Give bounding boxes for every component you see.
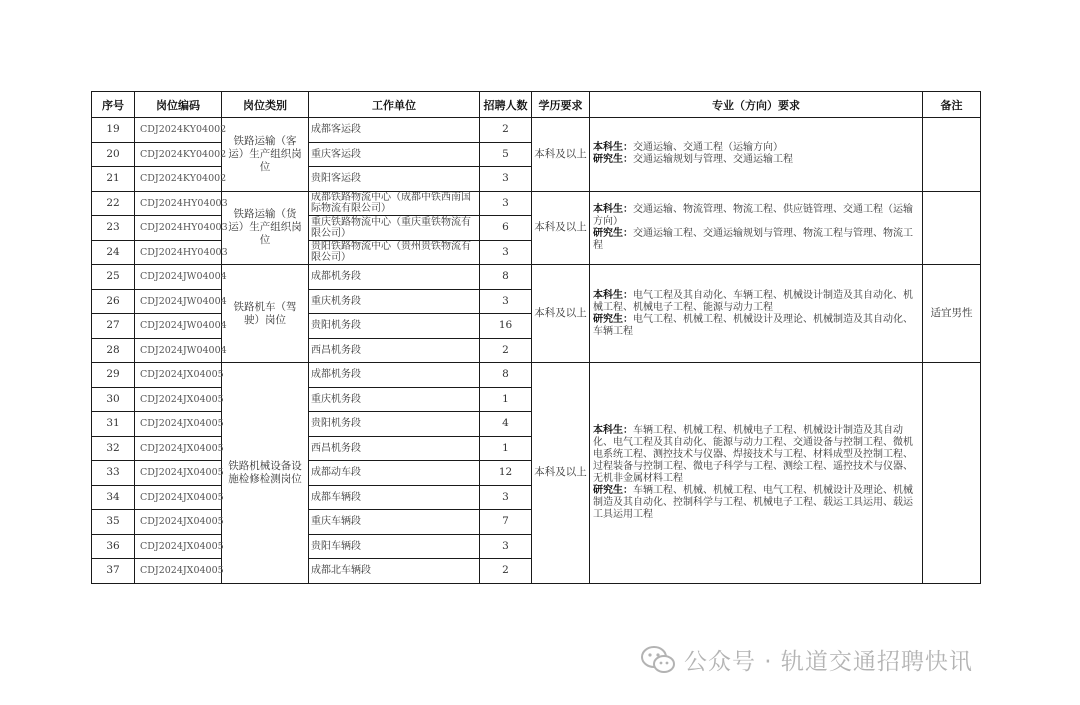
cell-unit-text: 重庆客运段 — [311, 148, 361, 160]
table-body — [92, 118, 981, 584]
cell-seq: 25 — [92, 265, 135, 290]
major-text: 车辆工程、机械工程、机械电子工程、机械设计制造及其自动化、电气工程及其自动化、能源与动力工程、交通设备与控制工程、微机电系统工程、测控技术与仪器、焊接技术与工程、材料成型及控制工程、过程装备与控制工程、微电子科学与工程、测绘工程、遥控技术与仪器、无机非金属材料工程 — [593, 424, 913, 484]
major-label: 研究生： — [593, 484, 633, 496]
cell-code: CDJ2024KY04002 — [135, 167, 222, 192]
cell-major — [590, 363, 923, 584]
cell-seq: 28 — [92, 338, 135, 363]
header-major: 专业（方向）要求 — [590, 92, 923, 118]
cell-count: 3 — [480, 485, 532, 510]
cell-unit-text: 贵阳机务段 — [311, 418, 361, 430]
header-count: 招聘人数 — [480, 92, 532, 118]
major-line — [593, 154, 919, 166]
cell-seq: 20 — [92, 142, 135, 167]
cell-unit-text: 贵阳车辆段 — [311, 540, 361, 552]
cell-count: 5 — [480, 142, 532, 167]
cell-education: 本科及以上 — [532, 191, 590, 265]
cell-seq: 22 — [92, 191, 135, 216]
major-label: 本科生： — [593, 424, 633, 436]
cell-unit — [309, 436, 480, 461]
cell-note — [923, 363, 981, 584]
cell-education: 本科及以上 — [532, 265, 590, 363]
cell-unit-text: 重庆铁路物流中心（重庆重铁物流有限公司） — [311, 216, 471, 239]
cell-seq: 26 — [92, 289, 135, 314]
cell-seq: 19 — [92, 118, 135, 143]
major-label: 研究生： — [593, 154, 633, 166]
cell-unit — [309, 191, 480, 216]
major-label: 本科生： — [593, 203, 633, 215]
header-education: 学历要求 — [532, 92, 590, 118]
cell-seq: 35 — [92, 510, 135, 535]
cell-code: CDJ2024HY04003 — [135, 240, 222, 265]
wechat-icon — [640, 645, 676, 675]
cell-count: 3 — [480, 289, 532, 314]
cell-seq: 29 — [92, 363, 135, 388]
cell-unit — [309, 559, 480, 584]
cell-count: 2 — [480, 559, 532, 584]
cell-unit — [309, 216, 480, 241]
cell-unit — [309, 240, 480, 265]
cell-unit-text: 重庆机务段 — [311, 295, 361, 307]
cell-code: CDJ2024JX04005 — [135, 363, 222, 388]
cell-count: 1 — [480, 436, 532, 461]
cell-note: 适宜男性 — [923, 265, 981, 363]
cell-unit — [309, 265, 480, 290]
cell-major — [590, 118, 923, 192]
cell-count: 2 — [480, 118, 532, 143]
watermark — [640, 643, 973, 676]
cell-code: CDJ2024JX04005 — [135, 461, 222, 486]
cell-count: 1 — [480, 387, 532, 412]
recruitment-table-container — [91, 91, 980, 584]
cell-code: CDJ2024JW04004 — [135, 265, 222, 290]
cell-unit-text: 成都机务段 — [311, 271, 361, 283]
cell-seq: 36 — [92, 534, 135, 559]
cell-unit-text: 重庆车辆段 — [311, 516, 361, 528]
cell-unit-text: 西昌机务段 — [311, 344, 361, 356]
cell-code: CDJ2024JW04004 — [135, 338, 222, 363]
cell-unit — [309, 338, 480, 363]
recruitment-table — [91, 91, 981, 584]
cell-major — [590, 265, 923, 363]
major-line — [593, 314, 919, 338]
cell-category: 铁路机车（驾驶）岗位 — [222, 265, 309, 363]
watermark-text: 公众号 · 轨道交通招聘快讯 — [684, 649, 973, 675]
major-line — [593, 485, 919, 521]
cell-code: CDJ2024JW04004 — [135, 314, 222, 339]
cell-unit — [309, 534, 480, 559]
cell-seq: 27 — [92, 314, 135, 339]
cell-seq: 33 — [92, 461, 135, 486]
cell-unit-text: 西昌机务段 — [311, 442, 361, 454]
cell-seq: 37 — [92, 559, 135, 584]
cell-unit-text: 贵阳铁路物流中心（贵州贵铁物流有限公司） — [311, 241, 471, 264]
major-label: 本科生： — [593, 289, 633, 301]
cell-unit — [309, 363, 480, 388]
cell-count: 2 — [480, 338, 532, 363]
cell-code: CDJ2024KY04002 — [135, 118, 222, 143]
cell-unit — [309, 314, 480, 339]
table-row — [92, 363, 981, 388]
cell-major — [590, 191, 923, 265]
cell-unit-text: 贵阳机务段 — [311, 320, 361, 332]
cell-unit — [309, 412, 480, 437]
cell-education: 本科及以上 — [532, 363, 590, 584]
major-text: 电气工程、机械工程、机械设计及理论、机械制造及其自动化、车辆工程 — [593, 313, 913, 337]
cell-code: CDJ2024HY04003 — [135, 191, 222, 216]
cell-seq: 34 — [92, 485, 135, 510]
cell-category: 铁路运输（客运）生产组织岗位 — [222, 118, 309, 192]
cell-education: 本科及以上 — [532, 118, 590, 192]
cell-unit-text: 贵阳客运段 — [311, 173, 361, 185]
cell-code: CDJ2024JX04005 — [135, 510, 222, 535]
cell-count: 7 — [480, 510, 532, 535]
cell-seq: 24 — [92, 240, 135, 265]
cell-code: CDJ2024JX04005 — [135, 436, 222, 461]
major-text: 电气工程及其自动化、车辆工程、机械设计制造及其自动化、机械工程、机械电子工程、能源与动力工程 — [593, 289, 913, 313]
major-line — [593, 204, 919, 228]
cell-count: 16 — [480, 314, 532, 339]
cell-seq: 30 — [92, 387, 135, 412]
major-text: 交通运输规划与管理、交通运输工程 — [633, 154, 793, 166]
cell-unit-text: 成都北车辆段 — [311, 565, 371, 577]
cell-note — [923, 191, 981, 265]
table-row — [92, 265, 981, 290]
cell-unit — [309, 289, 480, 314]
cell-unit-text: 成都机务段 — [311, 369, 361, 381]
cell-code: CDJ2024JX04005 — [135, 387, 222, 412]
cell-seq: 32 — [92, 436, 135, 461]
cell-unit-text: 成都客运段 — [311, 124, 361, 136]
cell-note — [923, 118, 981, 192]
cell-unit — [309, 510, 480, 535]
cell-count: 3 — [480, 167, 532, 192]
cell-unit-text: 成都动车段 — [311, 467, 361, 479]
cell-count: 3 — [480, 240, 532, 265]
cell-seq: 31 — [92, 412, 135, 437]
header-category: 岗位类别 — [222, 92, 309, 118]
cell-unit — [309, 167, 480, 192]
major-label: 研究生： — [593, 313, 633, 325]
major-label: 本科生： — [593, 142, 633, 154]
cell-unit — [309, 461, 480, 486]
cell-unit-text: 成都铁路物流中心（成都中铁西南国际物流有限公司） — [311, 192, 471, 215]
table-header-row — [92, 92, 981, 118]
header-seq: 序号 — [92, 92, 135, 118]
cell-seq: 21 — [92, 167, 135, 192]
cell-count: 8 — [480, 363, 532, 388]
cell-unit — [309, 118, 480, 143]
cell-category: 铁路机械设备设施检修检测岗位 — [222, 363, 309, 584]
table-row — [92, 191, 981, 216]
cell-code: CDJ2024KY04002 — [135, 142, 222, 167]
cell-code: CDJ2024JW04004 — [135, 289, 222, 314]
cell-unit-text: 重庆机务段 — [311, 393, 361, 405]
cell-unit — [309, 387, 480, 412]
cell-unit — [309, 142, 480, 167]
major-text: 车辆工程、机械、机械工程、电气工程、机械设计及理论、机械制造及其自动化、控制科学与工程、机械电子工程、载运工具运用、载运工具运用工程 — [593, 484, 913, 520]
major-line — [593, 290, 919, 314]
cell-code: CDJ2024JX04005 — [135, 412, 222, 437]
major-line — [593, 142, 919, 154]
cell-count: 6 — [480, 216, 532, 241]
major-line — [593, 228, 919, 252]
header-code: 岗位编码 — [135, 92, 222, 118]
cell-category: 铁路运输（货运）生产组织岗位 — [222, 191, 309, 265]
cell-count: 3 — [480, 191, 532, 216]
cell-count: 8 — [480, 265, 532, 290]
cell-seq: 23 — [92, 216, 135, 241]
major-text: 交通运输、交通工程（运输方向） — [633, 142, 783, 154]
cell-code: CDJ2024JX04005 — [135, 485, 222, 510]
major-text: 交通运输、物流管理、物流工程、供应链管理、交通工程（运输方向） — [593, 203, 913, 227]
cell-count: 3 — [480, 534, 532, 559]
cell-count: 12 — [480, 461, 532, 486]
cell-unit-text: 成都车辆段 — [311, 491, 361, 503]
cell-unit — [309, 485, 480, 510]
cell-code: CDJ2024HY04003 — [135, 216, 222, 241]
major-label: 研究生： — [593, 227, 633, 239]
cell-code: CDJ2024JX04005 — [135, 534, 222, 559]
header-unit: 工作单位 — [309, 92, 480, 118]
major-line — [593, 425, 919, 485]
header-note: 备注 — [923, 92, 981, 118]
cell-count: 4 — [480, 412, 532, 437]
table-row — [92, 118, 981, 143]
major-text: 交通运输工程、交通运输规划与管理、物流工程与管理、物流工程 — [593, 227, 913, 251]
cell-code: CDJ2024JX04005 — [135, 559, 222, 584]
